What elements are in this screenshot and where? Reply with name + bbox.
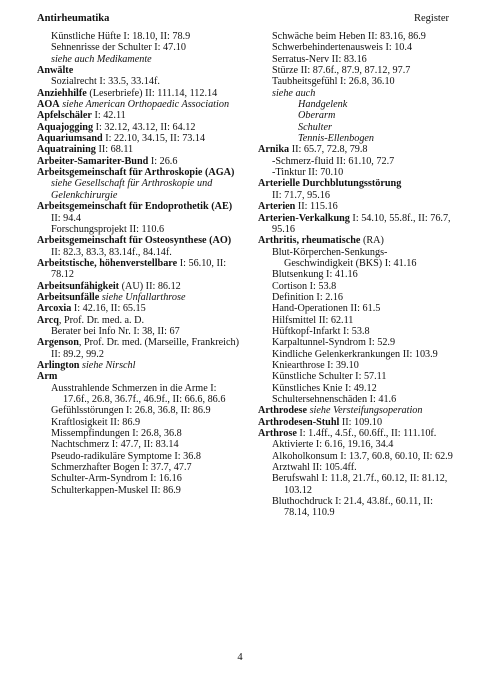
- entry-text: Arbeitsunfähigkeit: [37, 280, 120, 292]
- index-subentry: [258, 439, 453, 450]
- entry-text: II: 65.7, 72.8, 79.8: [289, 144, 368, 156]
- index-subentry: [258, 247, 453, 270]
- entry-text: Arnika: [258, 144, 290, 156]
- index-entry: [258, 144, 453, 155]
- entry-text: Definition I: 2.16: [272, 291, 344, 303]
- index-entry: [258, 201, 453, 212]
- entry-text: Bluthochdruck I: 21.4, 43.8f., 60.11, II: 78.14, 110.9: [272, 496, 433, 519]
- entry-text: Arztwahl II: 105.4ff.: [272, 462, 357, 474]
- entry-text: (AU) II: 86.12: [119, 280, 181, 292]
- entry-text: Oberarm: [298, 110, 336, 122]
- index-subentry: [258, 473, 453, 496]
- entry-text: Schulter-Arm-Syndrom I: 16.16: [51, 473, 182, 485]
- entry-text: Pseudo-radikuläre Symptome I: 36.8: [51, 450, 201, 462]
- entry-text: (RA): [360, 235, 384, 247]
- entry-text: Arbeitsgemeinschaft für Endoprothetik (AE): [37, 201, 233, 213]
- entry-text: siehe American Orthopaedic Association: [59, 99, 230, 111]
- index-subentry: [258, 269, 453, 280]
- entry-text: (Leserbriefe) II: 111.14, 112.14: [86, 87, 218, 99]
- page-number: 4: [237, 652, 243, 663]
- entry-text: II: 94.4: [51, 212, 81, 224]
- index-subentry: [258, 167, 453, 178]
- entry-text: Ausstrahlende Schmerzen in die Arme I: 17.6f., 26.8, 36.7f., 46.9f., II: 66.6, 86.6: [51, 382, 226, 405]
- index-entry: [37, 303, 242, 314]
- entry-text: II: 109.10: [339, 416, 383, 428]
- entry-text: I: 22.10, 34.15, II: 73.14: [102, 133, 206, 145]
- entry-text: Arm: [37, 371, 58, 383]
- index-entry: [37, 258, 242, 281]
- index-entry: [37, 99, 242, 110]
- index-subentry: [258, 122, 453, 133]
- entry-text: siehe auch Medikamente: [51, 53, 152, 65]
- entry-text: Künstliche Hüfte I: 18.10, II: 78.9: [51, 31, 191, 42]
- index-subentry: [258, 65, 453, 76]
- entry-text: I: 54.10, 55.8f., II: 76.7, 95.16: [272, 212, 451, 235]
- entry-text: II: 82.3, 83.3, 83.14f., 84.14f.: [51, 246, 172, 258]
- entry-text: Arterien: [258, 201, 296, 213]
- entry-text: Arlington: [37, 359, 80, 371]
- entry-text: siehe auch: [272, 87, 316, 99]
- entry-text: Missempfindungen I: 26.8, 36.8: [51, 428, 182, 440]
- entry-text: Taubheitsgefühl I: 26.8, 36.10: [272, 76, 395, 88]
- index-subentry: [258, 156, 453, 167]
- entry-text: I: 32.12, 43.12, II: 64.12: [93, 121, 196, 133]
- index-subentry: [37, 417, 242, 428]
- entry-text: Tennis-Ellenbogen: [298, 133, 375, 145]
- index-entry: [37, 88, 242, 99]
- index-subentry: [258, 99, 453, 110]
- entry-text: Berater bei Info Nr. I: 38, II: 67: [51, 325, 180, 337]
- entry-text: Serratus-Nerv II: 83.16: [272, 53, 367, 65]
- entry-text: Apfelschäler: [37, 110, 92, 122]
- index-subentry: [258, 383, 453, 394]
- index-subentry: [37, 224, 242, 235]
- entry-text: Arthrodesen-Stuhl: [258, 416, 340, 428]
- index-subentry: [258, 76, 453, 87]
- index-subentry: [37, 473, 242, 484]
- index-subentry: [37, 428, 242, 439]
- index-entry: [258, 178, 453, 189]
- entry-text: I: 42.11: [91, 110, 126, 122]
- entry-text: Aquariumsand: [37, 133, 103, 145]
- index-entry: [37, 122, 242, 133]
- index-entry: [37, 337, 242, 360]
- index-column-right: [258, 31, 453, 519]
- entry-text: Schwerbehindertenausweis I: 10.4: [272, 42, 413, 54]
- entry-text: Forschungsprojekt II: 110.6: [51, 223, 165, 235]
- entry-text: Arcq: [37, 314, 59, 326]
- index-entry: [37, 371, 242, 382]
- entry-text: Kniearthrose I: 39.10: [272, 359, 359, 371]
- entry-text: Berufswahl I: 11.8, 21.7f., 60.12, II: 81.12, 103.12: [272, 473, 448, 496]
- index-subentry: [258, 326, 453, 337]
- entry-text: Anwälte: [37, 65, 74, 77]
- entry-text: , Prof. Dr. med. (Marseille, Frankreich) II: 89.2, 99.2: [51, 337, 240, 360]
- entry-text: Handgelenk: [298, 99, 348, 111]
- index-entry: [258, 235, 453, 246]
- entry-text: Gefühlsstörungen I: 26.8, 36.8, II: 86.9: [51, 405, 211, 417]
- index-subentry: [258, 292, 453, 303]
- entry-text: II: 68.11: [95, 144, 134, 156]
- entry-text: Anziehhilfe: [37, 87, 87, 99]
- index-entry: [37, 156, 242, 167]
- entry-text: siehe Unfallarthrose: [99, 291, 186, 303]
- index-subentry: [258, 371, 453, 382]
- index-subentry: [37, 42, 242, 53]
- entry-text: Arthrose: [258, 428, 297, 440]
- entry-text: Aktivierte I: 6.16, 19.16, 34.4: [272, 439, 394, 451]
- index-subentry: [37, 326, 242, 337]
- index-subentry: [258, 462, 453, 473]
- entry-text: Aquajogging: [37, 121, 94, 133]
- index-subentry: [258, 360, 453, 371]
- index-subentry: [258, 496, 453, 519]
- entry-text: Arbeitstische, höhenverstellbare: [37, 257, 178, 269]
- index-entry: [258, 417, 453, 428]
- entry-text: Schwäche beim Heben II: 83.16, 86.9: [272, 31, 426, 42]
- index-subentry: [258, 88, 453, 99]
- entry-text: Aquatraining: [37, 144, 96, 156]
- entry-text: Künstliche Schulter I: 57.11: [272, 371, 387, 383]
- entry-text: Schulter: [298, 121, 332, 133]
- running-head-left: Antirheumatika: [37, 13, 110, 24]
- entry-text: Schultersehnenschäden I: 41.6: [272, 394, 397, 405]
- entry-text: Stürze II: 87.6f., 87.9, 87.12, 97.7: [272, 65, 411, 77]
- entry-text: Arbeiter-Samariter-Bund: [37, 155, 149, 167]
- entry-text: Arbeitsgemeinschaft für Osteosynthese (AO): [37, 235, 232, 247]
- index-subentry: [258, 31, 453, 42]
- entry-text: Karpaltunnel-Syndrom I: 52.9: [272, 337, 396, 349]
- running-head-right: Register: [414, 13, 449, 24]
- entry-text: Nachtschmerz I: 47.7, II: 83.14: [51, 439, 179, 451]
- index-subentry: [258, 337, 453, 348]
- entry-text: Alkoholkonsum I: 13.7, 60.8, 60.10, II: 62.9: [272, 450, 453, 462]
- entry-text: II: 71.7, 95.16: [272, 189, 331, 201]
- entry-text: , Prof. Dr. med. a. D.: [58, 314, 145, 326]
- entry-text: -Tinktur II: 70.10: [272, 167, 344, 179]
- index-subentry: [258, 303, 453, 314]
- entry-text: Kraftlosigkeit II: 86.9: [51, 416, 141, 428]
- index-entry: [37, 133, 242, 144]
- entry-text: I: 26.6: [148, 155, 178, 167]
- entry-text: Schmerzhafter Bogen I: 37.7, 47.7: [51, 462, 192, 474]
- index-entry: [37, 201, 242, 224]
- entry-text: Cortison I: 53.8: [272, 280, 337, 292]
- index-entry: [37, 144, 242, 155]
- index-subentry: [258, 54, 453, 65]
- index-entry: [37, 292, 242, 303]
- entry-text: Arbeitsunfälle: [37, 291, 100, 303]
- entry-text: Blut-Körperchen-Senkungs-Geschwindigkeit (BKS) I: 41.16: [272, 246, 417, 269]
- index-subentry: [37, 439, 242, 450]
- entry-text: Kindliche Gelenkerkrankungen II: 103.9: [272, 348, 438, 360]
- index-subentry: [37, 405, 242, 416]
- index-subentry: [37, 462, 242, 473]
- index-entry: [37, 315, 242, 326]
- entry-text: Argenson: [37, 337, 79, 349]
- entry-text: Arterielle Durchblutungsstörung: [258, 178, 402, 190]
- index-entry: [37, 110, 242, 121]
- entry-text: Arcoxia: [37, 303, 72, 315]
- index-subentry: [37, 54, 242, 65]
- entry-text: II: 115.16: [295, 201, 338, 213]
- entry-text: Arterien-Verkalkung: [258, 212, 350, 224]
- entry-text: -Schmerz-fluid II: 61.10, 72.7: [272, 155, 395, 167]
- index-entry: [258, 213, 453, 236]
- index-subentry: [258, 42, 453, 53]
- index-entry: [37, 235, 242, 258]
- entry-text: I: 56.10, II: 78.12: [51, 257, 227, 281]
- index-subentry: [258, 451, 453, 462]
- index-subentry: [37, 76, 242, 87]
- index-entry: [258, 405, 453, 416]
- index-subentry: [37, 451, 242, 462]
- entry-text: Hand-Operationen II: 61.5: [272, 303, 381, 315]
- entry-text: Arthritis, rheumatische: [258, 235, 361, 247]
- index-subentry: [258, 349, 453, 360]
- entry-text: Künstliches Knie I: 49.12: [272, 382, 377, 394]
- index-subentry: [258, 315, 453, 326]
- index-entry: [37, 65, 242, 76]
- index-subentry: [258, 281, 453, 292]
- index-entry: [37, 167, 242, 201]
- entry-text: I: 42.16, II: 65.15: [71, 303, 146, 315]
- index-subentry: [37, 31, 242, 42]
- index-entry: [258, 428, 453, 439]
- index-subentry: [258, 133, 453, 144]
- entry-text: Hüftkopf-Infarkt I: 53.8: [272, 325, 370, 337]
- index-subentry: [258, 394, 453, 405]
- entry-text: Blutsenkung I: 41.16: [272, 269, 358, 281]
- entry-text: Arthrodese: [258, 405, 308, 417]
- entry-text: I: 1.4ff., 4.5f., 60.6ff., II: 111.10f.: [296, 428, 437, 440]
- index-entry: [37, 281, 242, 292]
- entry-text: Arbeitsgemeinschaft für Arthroskopie (AGA): [37, 167, 235, 179]
- entry-text: siehe Nirschl: [79, 359, 136, 371]
- entry-text: Sehnenrisse der Schulter I: 47.10: [51, 42, 186, 54]
- index-subentry: [258, 190, 453, 201]
- index-entry: [37, 360, 242, 371]
- entry-text: Schulterkappen-Muskel II: 86.9: [51, 484, 181, 496]
- index-subentry: [37, 383, 242, 406]
- entry-text: AOA: [37, 99, 60, 111]
- entry-text: Hilfsmittel II: 62.11: [272, 314, 354, 326]
- entry-text: siehe Versteifungsoperation: [307, 405, 423, 417]
- index-subentry: [37, 485, 242, 496]
- index-column-left: [37, 31, 242, 496]
- entry-text: siehe Gesellschaft für Arthroskopie und Gelenkchirurgie: [51, 178, 213, 201]
- entry-text: Sozialrecht I: 33.5, 33.14f.: [51, 76, 160, 88]
- index-subentry: [258, 110, 453, 121]
